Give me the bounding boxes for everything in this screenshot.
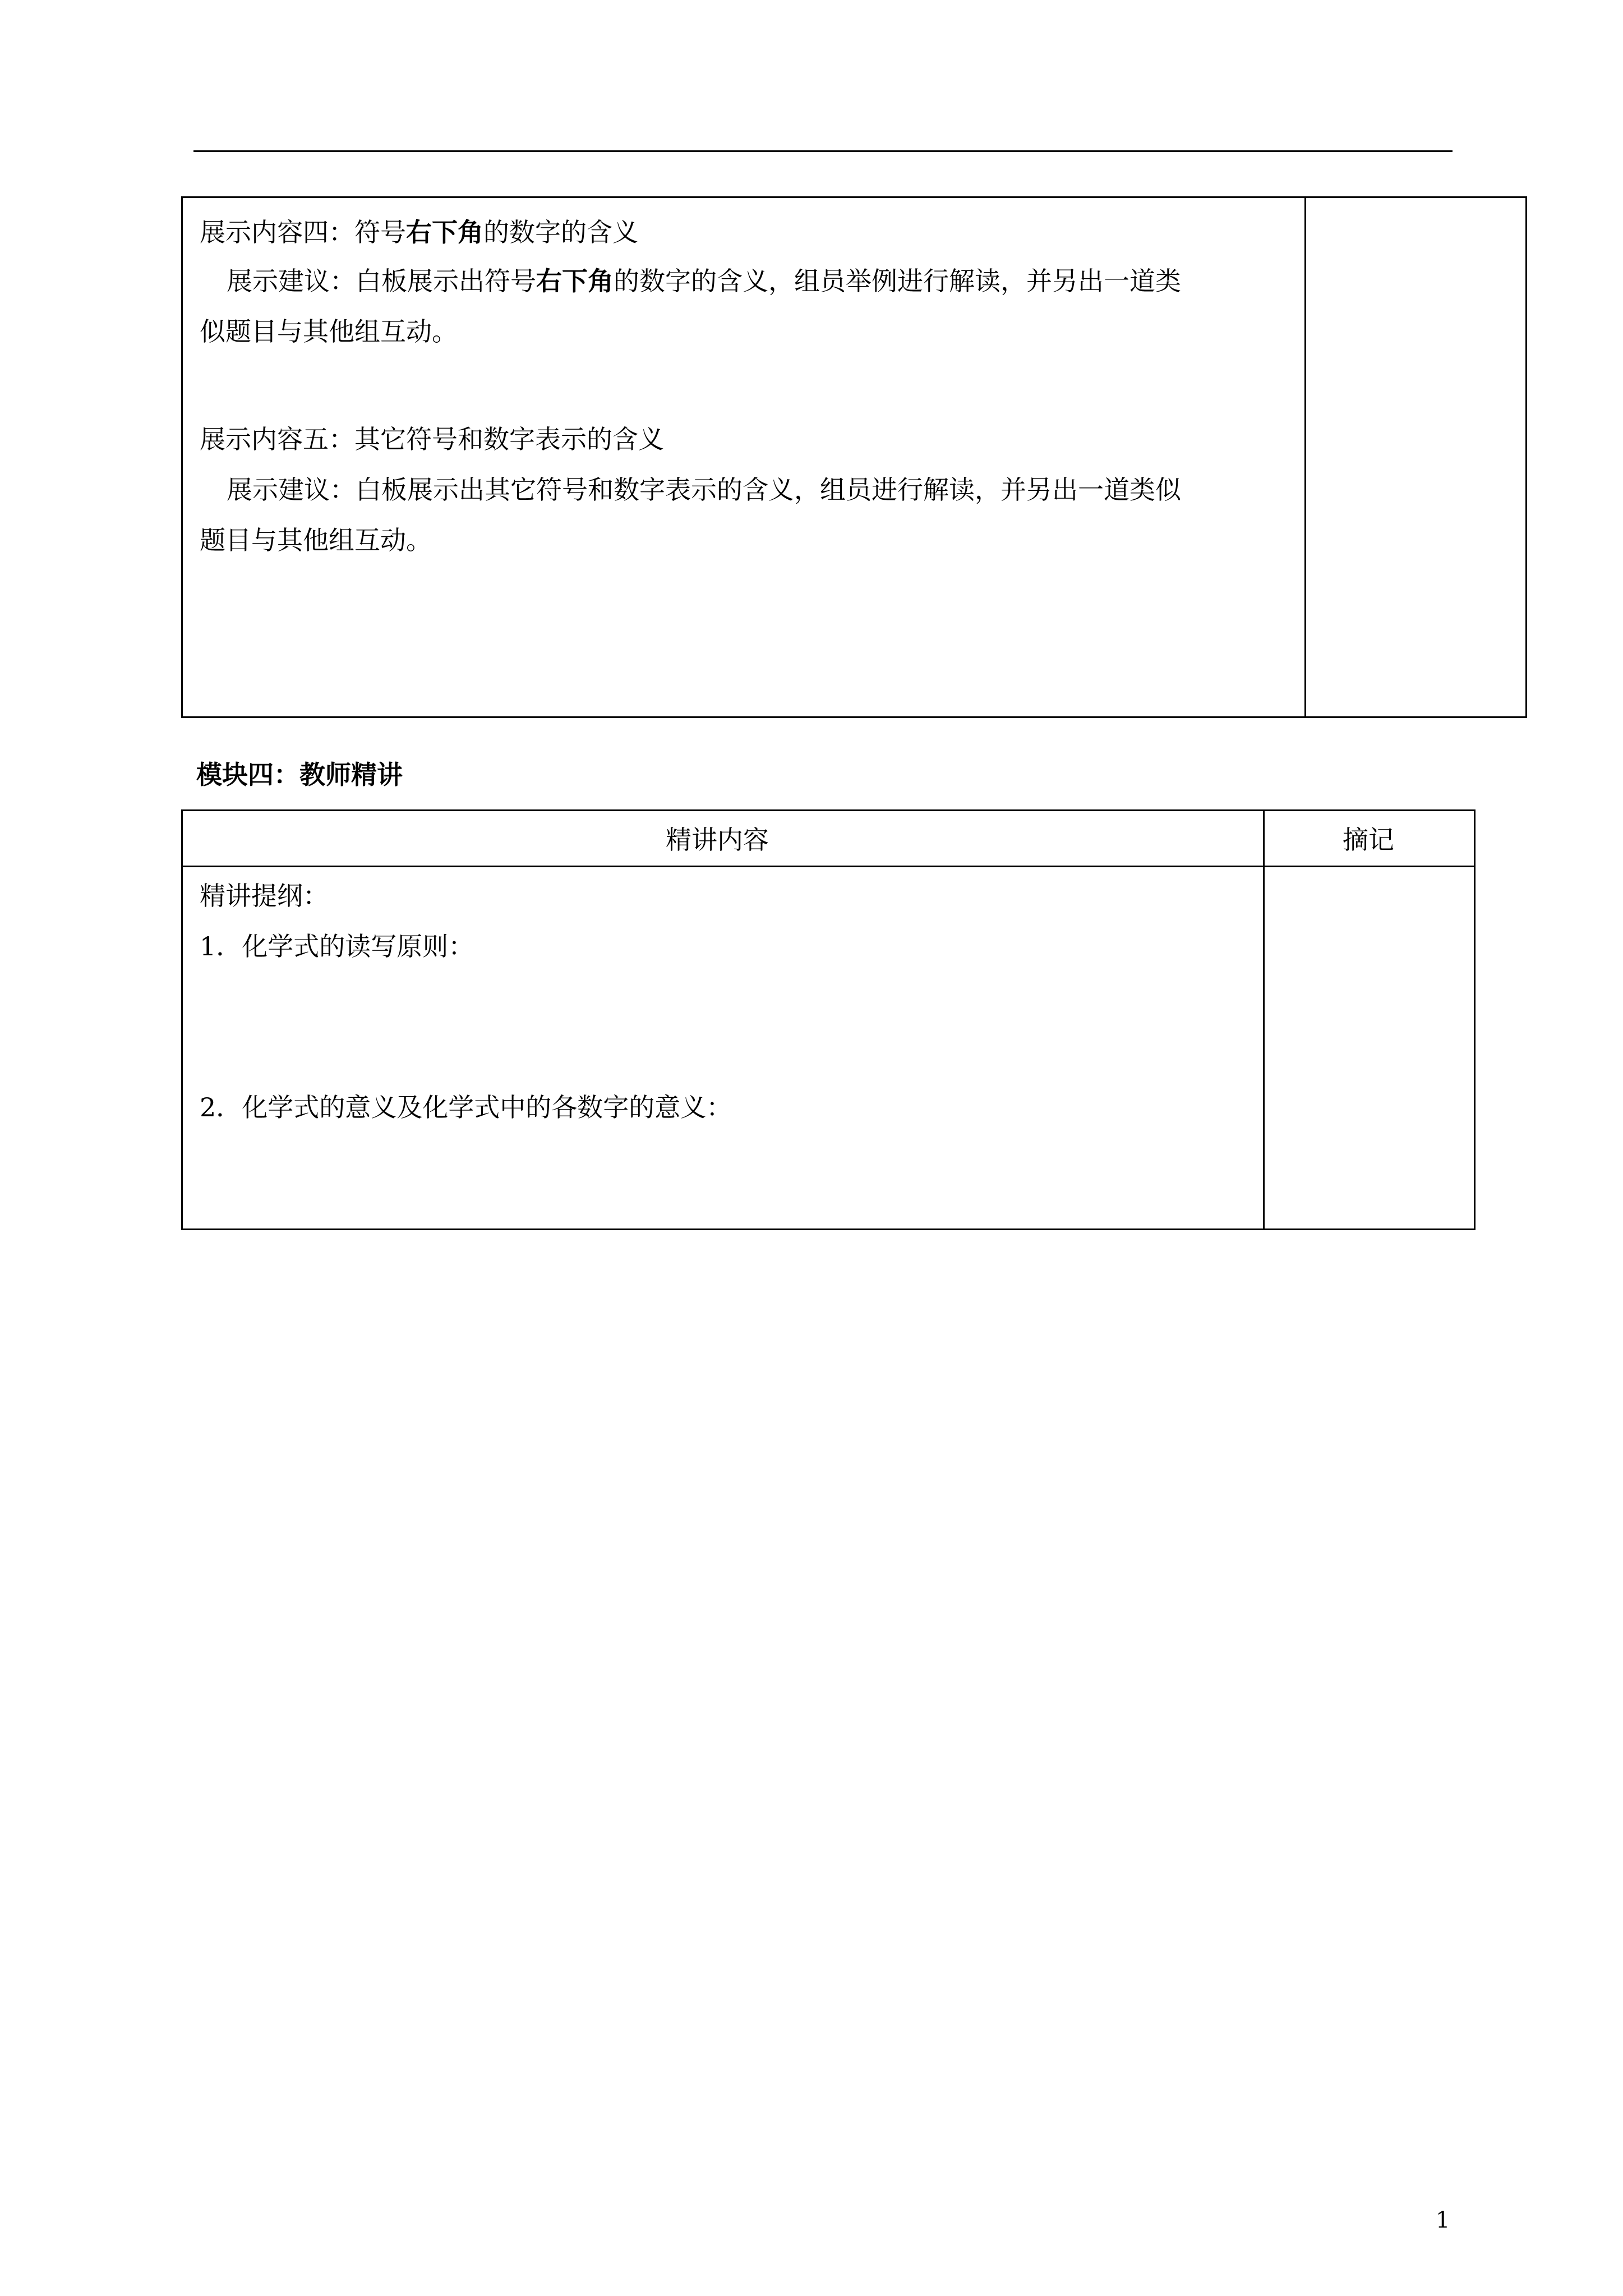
display-content-table bbox=[181, 196, 1527, 718]
column-header-content: 精讲内容 bbox=[666, 825, 769, 855]
outline-label: 精讲提纲： bbox=[200, 881, 329, 911]
outline-point-2: 2．化学式的意义及化学式中的各数字的意义： bbox=[200, 1092, 732, 1122]
item4-advice-line1: 展示建议：白板展示出符号右下角的数字的含义，组员举例进行解读，并另出一道类 bbox=[227, 266, 1181, 296]
header-row-divider bbox=[183, 866, 1474, 867]
outline-point-1: 1．化学式的读写原则： bbox=[200, 931, 474, 961]
item5-heading: 展示内容五：其它符号和数字表示的含义 bbox=[200, 424, 664, 454]
item4-advice-line2: 似题目与其他组互动。 bbox=[200, 316, 458, 347]
page-number: 1 bbox=[1436, 2207, 1450, 2233]
notes-column-divider bbox=[1263, 811, 1265, 1228]
item4-heading: 展示内容四：符号右下角的数字的含义 bbox=[200, 217, 638, 247]
item5-advice-line1: 展示建议：白板展示出其它符号和数字表示的含义，组员进行解读，并另出一道类似 bbox=[227, 475, 1181, 505]
header-rule bbox=[193, 150, 1453, 152]
column-header-notes: 摘记 bbox=[1343, 825, 1394, 855]
notes-column-divider bbox=[1304, 198, 1306, 716]
module4-title: 模块四：教师精讲 bbox=[196, 760, 403, 790]
teacher-lecture-table bbox=[181, 809, 1476, 1230]
item5-advice-line2: 题目与其他组互动。 bbox=[200, 525, 432, 555]
